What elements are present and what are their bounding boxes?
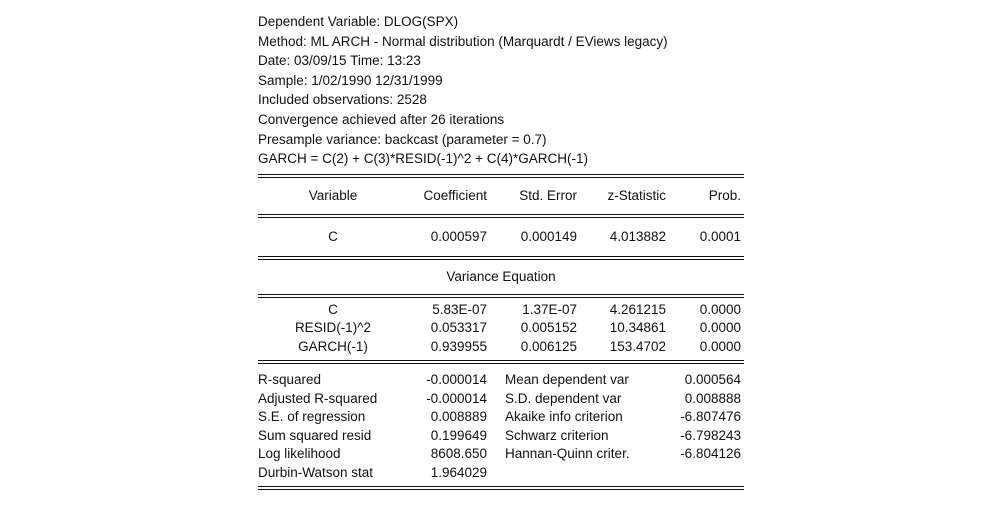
- col-std-error: Std. Error: [519, 187, 577, 203]
- stat-value: 0.008889: [430, 409, 487, 425]
- stat-row: [258, 445, 744, 464]
- variance-rows: [258, 301, 744, 357]
- header-block: [258, 12, 744, 169]
- stat-value: 8608.650: [430, 446, 487, 462]
- row-z-statistic: 4.013882: [609, 229, 666, 245]
- double-rule: [258, 486, 744, 490]
- stat-label: Akaike info criterion: [505, 409, 623, 425]
- row-std-error: 1.37E-07: [522, 301, 577, 317]
- stat-value: 1.964029: [430, 464, 487, 480]
- stat-label: Durbin-Watson stat: [258, 464, 374, 480]
- stat-row: [258, 464, 744, 483]
- stat-row: [258, 390, 744, 409]
- row-z-statistic: 153.4702: [609, 338, 666, 354]
- row-coefficient: 0.053317: [430, 320, 487, 336]
- header-line: Sample: 1/02/1990 12/31/1999: [258, 72, 443, 88]
- col-z-statistic: z-Statistic: [607, 187, 666, 203]
- row-prob: 0.0000: [699, 320, 741, 336]
- stat-label: Mean dependent var: [505, 372, 629, 388]
- stat-value: -6.807476: [680, 409, 741, 425]
- header-line: Method: ML ARCH - Normal distribution (Marquardt / EViews legacy): [258, 33, 668, 49]
- double-rule: [258, 174, 744, 178]
- stat-value: -0.000014: [426, 372, 487, 388]
- stat-label: R-squared: [258, 372, 322, 388]
- double-rule: [258, 360, 744, 364]
- header-line: Included observations: 2528: [258, 92, 427, 108]
- row-variable: C: [328, 229, 338, 245]
- stat-label: S.D. dependent var: [505, 390, 622, 406]
- column-headers: [258, 187, 744, 206]
- row-prob: 0.0000: [699, 338, 741, 354]
- row-std-error: 0.000149: [520, 229, 577, 245]
- header-line: Presample variance: backcast (parameter = 0.7): [258, 131, 547, 147]
- variance-equation-title: Variance Equation: [446, 268, 556, 284]
- stat-row: [258, 408, 744, 427]
- summary-statistics: [258, 371, 744, 482]
- row-z-statistic: 4.261215: [609, 301, 666, 317]
- double-rule: [258, 214, 744, 218]
- header-line: Dependent Variable: DLOG(SPX): [258, 14, 459, 29]
- double-rule: [258, 294, 744, 298]
- stat-value: 0.008888: [684, 390, 741, 406]
- row-coefficient: 5.83E-07: [432, 301, 487, 317]
- stat-label: Hannan-Quinn criter.: [505, 446, 630, 462]
- double-rule: [258, 256, 744, 260]
- stat-value: -6.804126: [680, 446, 741, 462]
- stat-value: 0.199649: [430, 427, 487, 443]
- row-prob: 0.0001: [699, 229, 741, 245]
- header-line: Convergence achieved after 26 iterations: [258, 111, 505, 127]
- table-row: [258, 301, 744, 320]
- row-variable: C: [328, 301, 338, 317]
- stat-value: -0.000014: [426, 390, 487, 406]
- col-variable: Variable: [308, 187, 358, 203]
- row-coefficient: 0.000597: [430, 229, 487, 245]
- estimation-output: [258, 12, 744, 490]
- col-coefficient: Coefficient: [423, 187, 487, 203]
- col-prob: Prob.: [708, 187, 741, 203]
- header-line: GARCH = C(2) + C(3)*RESID(-1)^2 + C(4)*GARCH(-1): [258, 151, 589, 167]
- stat-value: -6.798243: [680, 427, 741, 443]
- stat-row: [258, 427, 744, 446]
- row-std-error: 0.006125: [520, 338, 577, 354]
- row-prob: 0.0000: [699, 301, 741, 317]
- table-row: [258, 319, 744, 338]
- stat-label: Schwarz criterion: [505, 427, 609, 443]
- stat-row: [258, 371, 744, 390]
- stat-label: S.E. of regression: [258, 409, 366, 425]
- stat-label: Log likelihood: [258, 446, 341, 462]
- row-std-error: 0.005152: [520, 320, 577, 336]
- stat-label: Sum squared resid: [258, 427, 372, 443]
- row-z-statistic: 10.34861: [609, 320, 666, 336]
- stat-value: 0.000564: [684, 372, 741, 388]
- row-variable: RESID(-1)^2: [294, 320, 372, 336]
- table-row: [258, 338, 744, 357]
- row-variable: GARCH(-1): [298, 338, 368, 354]
- stat-label: Adjusted R-squared: [258, 390, 378, 406]
- header-line: Date: 03/09/15 Time: 13:23: [258, 53, 421, 69]
- row-coefficient: 0.939955: [430, 338, 487, 354]
- table-row: [258, 228, 744, 247]
